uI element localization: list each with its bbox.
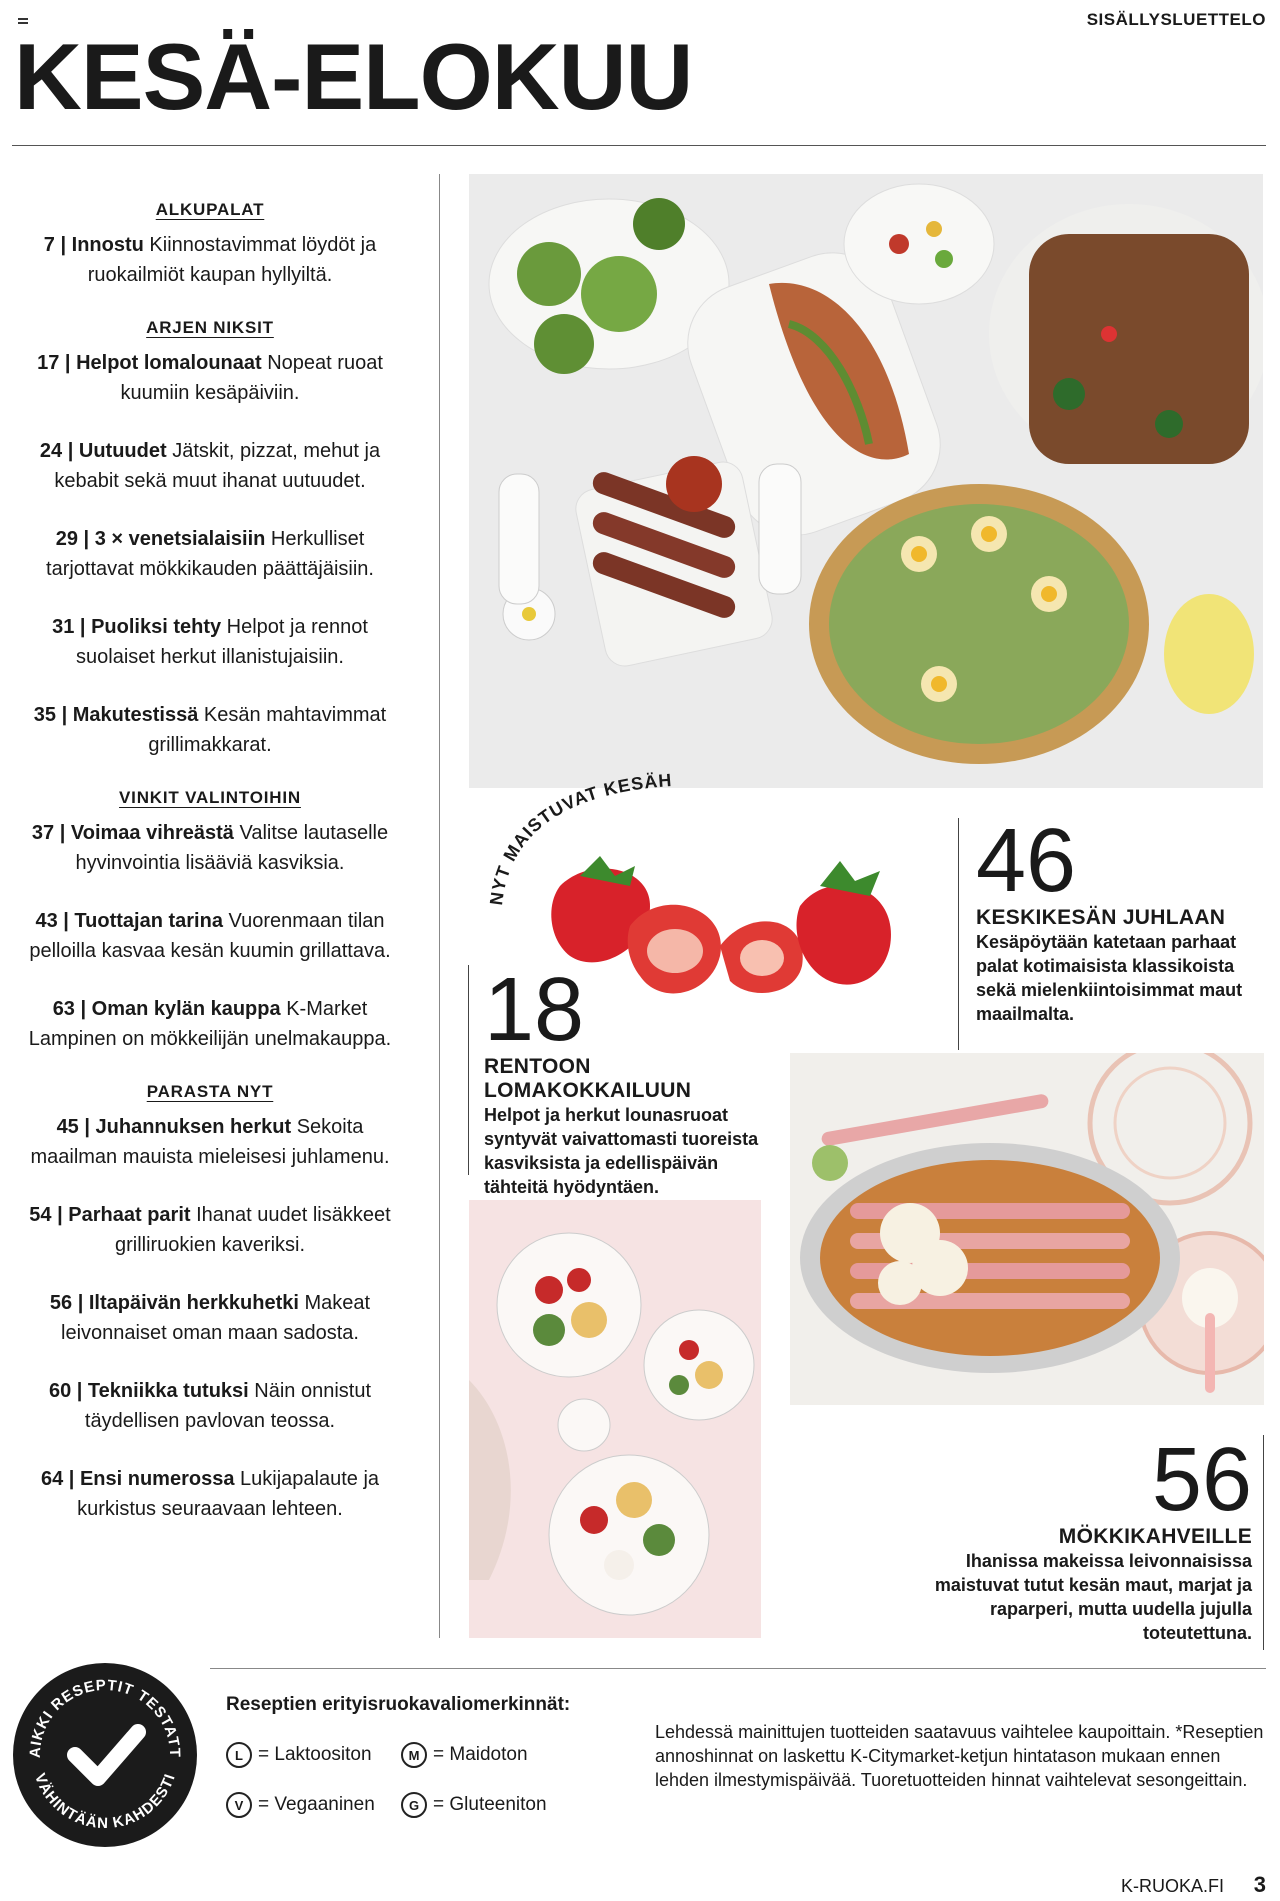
toc-item-description: Nopeat ruoat kuumiin kesäpäiviin. [120,352,383,404]
toc-page-number: 56 [49,1292,73,1314]
toc-item-description: Lukijapalaute ja kurkistus seuraavaan lehteen. [77,1468,380,1520]
toc-page-number: 60 [48,1380,72,1402]
toc-section-parasta-nyt [10,1082,410,1524]
toc-page-number: 7 [43,234,55,256]
toc-item[interactable]: 35 | Makutestissä Kesän mahtavimmat grillimakkarat. [33,704,387,756]
toc-item-title: Iltapäivän herkkuhetki [88,1292,299,1314]
feature-46-rule [958,818,959,1050]
toc-section-vinkit-valintoihin [10,788,410,1054]
toc-page-number: 64 [40,1468,64,1490]
diet-label: = Vegaaninen [258,1794,375,1815]
toc-section-alkupalat [10,200,410,290]
feature-18[interactable] [484,960,764,1199]
toc-item-title: 3 × venetsialaisiin [94,528,266,550]
toc-item-title: Innostu [71,234,144,256]
toc-item[interactable]: 29 | 3 × venetsialaisiin Herkulliset tarjottavat mökkikauden päättäjäisiin. [46,528,374,580]
toc-page-number: 24 [39,440,63,462]
toc-item[interactable]: 7 | Innostu Kiinnostavimmat löydöt ja ruokailmiöt kaupan hyllyiltä. [43,234,377,286]
toc-page-number: 29 [55,528,78,550]
toc-page-number: 63 [52,998,75,1020]
toc-item[interactable]: 43 | Tuottajan tarina Vuorenmaan tilan pelloilla kasvaa kesän kuumin grillattava. [29,910,391,962]
summer-table-photo[interactable] [469,174,1263,788]
toc-item[interactable]: 64 | Ensi numerossa Lukijapalaute ja kurkistus seuraavaan lehteen. [40,1468,380,1520]
toc-item-title: Tekniikka tutuksi [87,1380,249,1402]
table-of-contents [10,200,410,1552]
diet-dairy-free [401,1742,528,1768]
vegan-icon: V [226,1792,252,1818]
toc-item[interactable]: 45 | Juhannuksen herkut Sekoita maailman mauista mieleisesi juhlamenu. [30,1116,390,1168]
toc-item-title: Juhannuksen herkut [95,1116,292,1138]
toc-item-description: Helpot ja rennot suolaiset herkut illanistujaisiin. [76,616,368,668]
diet-lactose-free [226,1742,372,1768]
toc-item[interactable]: 56 | Iltapäivän herkkuhetki Makeat leivonnaiset oman maan sadosta. [49,1292,371,1344]
toc-page-number: 37 [31,822,55,844]
toc-item-title: Voimaa vihreästä [70,822,234,844]
lactose-free-icon: L [226,1742,252,1768]
toc-page-number: 31 [52,616,75,638]
toc-page-number: 17 [37,352,60,374]
badge-top-text: AIKKI RESEPTIT TESTATT [26,1676,184,1759]
page-number: 3 [1253,1872,1266,1897]
toc-item-title: Ensi numerossa [79,1468,235,1490]
badge-bottom-text: VÄHINTÄÄN KAHDESTI [31,1771,179,1833]
toc-item-description: Ihanat uudet lisäkkeet grilliruokien kaveriksi. [114,1204,391,1256]
toc-page-number: 35 [33,704,57,726]
toc-page-number: 45 [56,1116,79,1138]
feature-title: MÖKKIKAHVEILLE [1058,1525,1252,1548]
feature-page-number: 18 [484,960,585,1060]
dairy-free-icon: M [401,1742,427,1768]
diet-markings-title: Reseptien erityisruokavaliomerkinnät: [226,1694,571,1715]
bottom-divider [210,1668,1266,1669]
section-label: SISÄLLYSLUETTELO [1086,10,1266,29]
page-title: KESÄ-ELOKUU [14,24,693,129]
toc-section-heading: ARJEN NIKSIT [146,318,274,337]
diet-label: = Laktoositon [258,1744,372,1765]
feature-title: RENTOON LOMAKOKKAILUUN [484,1055,692,1102]
toc-item[interactable]: 54 | Parhaat parit Ihanat uudet lisäkkeet grilliruokien kaveriksi. [29,1204,391,1256]
recipes-tested-badge [10,1660,200,1850]
toc-item-description: Valitse lautaselle hyvinvointia lisääviä kasviksia. [75,822,389,874]
toc-item-title: Helpot lomalounaat [76,352,262,374]
feature-18-rule [468,965,469,1175]
diet-gluten-free [401,1792,547,1818]
toc-item-description: Näin onnistut täydellisen pavlovan teossa. [84,1380,372,1432]
toc-item-title: Oman kylän kauppa [91,998,281,1020]
toc-item-description: Makeat leivonnaiset oman maan sadosta. [61,1292,371,1344]
feature-page-number: 46 [976,811,1077,911]
toc-item-description: Jätskit, pizzat, mehut ja kebabit sekä muut ihanat uutuudet. [54,440,381,492]
availability-note: Lehdessä mainittujen tuotteiden saatavuus vaihtelee kaupoittain. *Reseptien annoshinnat on laskettu K-Citymarket-ketjun hintatason mukaan ennen lehden ilmestymispäivää. Tuoretuotteiden hinnat vaihtelevat sesongeittain. [655,1722,1264,1790]
footer-site-link[interactable]: K-RUOKA.FI [1120,1876,1224,1896]
diet-vegan [226,1792,375,1818]
feature-title: KESKIKESÄN JUHLAAN [976,906,1226,929]
feature-56-rule [1263,1435,1264,1650]
toc-page-number: 43 [35,910,58,932]
toc-item-description: K-Market Lampinen on mökkeilijän unelmakauppa. [28,998,392,1050]
toc-item-title: Uutuudet [78,440,167,462]
feature-56[interactable] [900,1430,1252,1645]
feature-text: Helpot ja herkut lounasruoat syntyvät vaivattomasti tuoreista kasviksista ja edellispäivän tähteitä hyödyntäen. [484,1105,759,1197]
toc-item-description: Herkulliset tarjottavat mökkikauden päättäjäisiin. [46,528,374,580]
toc-item-title: Tuottajan tarina [74,910,223,932]
toc-item-title: Parhaat parit [68,1204,191,1226]
feature-text: Ihanissa makeissa leivonnaisissa maistuvat tutut kesän maut, marjat ja raparperi, mutta uudella jujulla toteutettuna. [934,1551,1252,1643]
toc-page-number: 54 [29,1204,52,1226]
diet-label: = Gluteeniton [433,1794,547,1815]
toc-item[interactable]: 63 | Oman kylän kauppa K-Market Lampinen on mökkeilijän unelmakauppa. [28,998,392,1050]
toc-item[interactable]: 60 | Tekniikka tutuksi Näin onnistut täydellisen pavlovan teossa. [48,1380,372,1432]
column-divider [439,174,440,1638]
toc-section-heading: PARASTA NYT [146,1082,274,1101]
toc-item[interactable]: 31 | Puoliksi tehty Helpot ja rennot suolaiset herkut illanistujaisiin. [52,616,368,668]
feature-page-number: 56 [1151,1430,1252,1530]
toc-item[interactable]: 17 | Helpot lomalounaat Nopeat ruoat kuumiin kesäpäiviin. [37,352,383,404]
toc-item-title: Makutestissä [72,704,199,726]
toc-item-description: Vuorenmaan tilan pelloilla kasvaa kesän kuumin grillattava. [29,910,391,962]
toc-section-arjen-niksit [10,318,410,760]
title-divider [12,145,1266,146]
toc-item-description: Kiinnostavimmat löydöt ja ruokailmiöt kaupan hyllyiltä. [87,234,377,286]
toc-item-description: Kesän mahtavimmat grillimakkarat. [148,704,387,756]
toc-section-heading: VINKIT VALINTOIHIN [119,788,301,807]
toc-section-heading: ALKUPALAT [155,200,265,219]
diet-label: = Maidoton [433,1744,528,1765]
toc-item-title: Puoliksi tehty [91,616,222,638]
lunch-bowls-photo[interactable] [469,1200,761,1638]
feature-46[interactable] [976,811,1266,1026]
toc-item-description: Sekoita maailman mauista mieleisesi juhlamenu. [30,1116,390,1168]
gluten-free-icon: G [401,1792,427,1818]
rhubarb-dessert-photo[interactable] [790,1053,1264,1405]
feature-text: Kesäpöytään katetaan parhaat palat kotimaisista klassikoista sekä mielenkiintoisimmat maut maailmalta. [976,932,1243,1024]
toc-item[interactable]: 24 | Uutuudet Jätskit, pizzat, mehut ja kebabit sekä muut ihanat uutuudet. [39,440,381,492]
toc-item[interactable]: 37 | Voimaa vihreästä Valitse lautaselle hyvinvointia lisääviä kasviksia. [31,822,389,874]
tagline-text: NYT MAISTUVAT KESÄH [485,769,674,907]
